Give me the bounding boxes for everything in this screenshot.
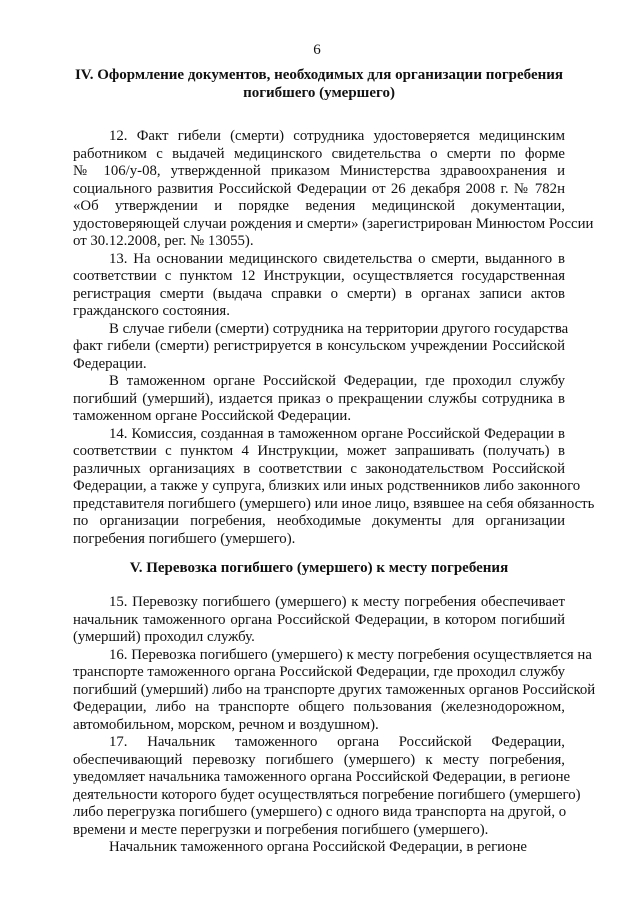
text-line: от 30.12.2008, рег. № 13055). [73,233,254,249]
paragraph [73,320,569,374]
text-line: социального развития Российской Федерации от 26 декабря 2008 г. № 782н [73,180,565,197]
section-iv-heading [73,66,565,102]
text-line: В таможенном органе Российской Федерации, где проходил службу [109,373,565,389]
text-line: гражданского состояния. [73,303,230,319]
paragraph [73,734,581,839]
text-line: погребения погибшего (умершего). [73,530,296,547]
text-line: обеспечивающий перевозку погибшего (умершего) к месту погребения, [73,751,565,768]
heading-line: IV. Оформление документов, необходимых для организации погребения [74,67,564,83]
text-line: регистрация смерти (выдача справки о смерти) в органах записи актов [73,285,565,302]
section-iv [73,66,595,548]
text-line: деятельности которого будет осуществляться погребение погибшего (умершего) [73,786,581,803]
paragraph [73,839,565,857]
text-line: удостоверяющей случаи рождения и смерти» (зарегистрирован Минюстом России [73,215,594,232]
section-iv-body [73,128,595,548]
paragraph [73,646,596,735]
text-line: № 106/у-08, утвержденной приказом Министерства здравоохранения и [73,163,565,179]
text-line: погибший (умерший), издается приказ о прекращении службы сотрудника в [73,390,565,407]
text-line: уведомляет начальника таможенного органа Российской Федерации, в регионе [73,769,571,785]
text-line: погибший (умерший) либо на транспорте других таможенных органов Российской [73,681,596,698]
text-line: 14. Комиссия, созданная в таможенном органе Российской Федерации в [109,425,565,442]
text-line: В случае гибели (смерти) сотрудника на территории другого государства [109,320,569,337]
text-line: 17. Начальник таможенного органа Российской Федерации, [109,734,565,750]
text-line: таможенном органе Российской Федерации. [73,408,352,424]
paragraph [73,425,595,549]
section-v-body [73,594,596,857]
text-line: 12. Факт гибели (смерти) сотрудника удостоверяется медицинским [109,128,565,144]
text-line: по организации погребения, необходимые документы для организации [73,513,565,529]
text-line: «Об утверждении и порядке ведения медицинской документации, [73,198,565,214]
heading-line: погибшего (умершего) [243,85,395,101]
text-line: Начальник таможенного органа Российской Федерации, в регионе [109,839,527,855]
page-number: 6 [313,42,321,58]
heading-line: V. Перевозка погибшего (умершего) к месту погребения [129,560,509,576]
paragraph [73,251,565,321]
text-line: начальник таможенного органа Российской Федерации, в котором погибший [73,611,565,628]
text-line: автомобильном, морском, речном и воздушном). [73,716,379,733]
text-line: 13. На основании медицинского свидетельства о смерти, выданного в [109,250,565,267]
text-line: 16. Перевозка погибшего (умершего) к месту погребения осуществляется на [109,646,592,663]
paragraph [73,128,594,251]
text-line: либо перегрузка погибшего (умершего) с одного вида транспорта на другой, о [73,804,567,820]
text-line: Федерации, а также у супруга, близких или иных родственников либо законного [73,478,581,494]
text-line: Федерации. [73,355,147,372]
text-line: (умерший) проходил службу. [73,629,255,645]
text-line: работником с выдачей медицинского свидетельства о смерти по форме [73,145,565,162]
text-line: времени и месте перегрузки и погребения погибшего (умершего). [73,821,489,838]
paragraph [73,373,565,426]
text-line: представителя погибшего (умершего) или иное лицо, взявшее на себя обязанность [73,495,595,512]
text-line: факт гибели (смерти) регистрируется в консульском учреждении Российской [73,338,565,354]
section-v [73,559,596,857]
section-v-heading [73,559,565,577]
text-line: 15. Перевозку погибшего (умершего) к месту погребения обеспечивает [109,594,565,610]
text-line: различных организациях в соответствии с законодательством Российской [73,460,565,477]
paragraph [73,594,565,647]
text-line: соответствии с пунктом 12 Инструкции, осуществляется государственная [73,268,565,284]
text-line: Федерации, либо на транспорте общего пользования (железнодорожном, [73,699,565,715]
text-line: транспорте таможенного органа Российской Федерации, где проходил службу [73,664,565,680]
text-line: соответствии с пунктом 4 Инструкции, может запрашивать (получать) в [73,443,565,459]
